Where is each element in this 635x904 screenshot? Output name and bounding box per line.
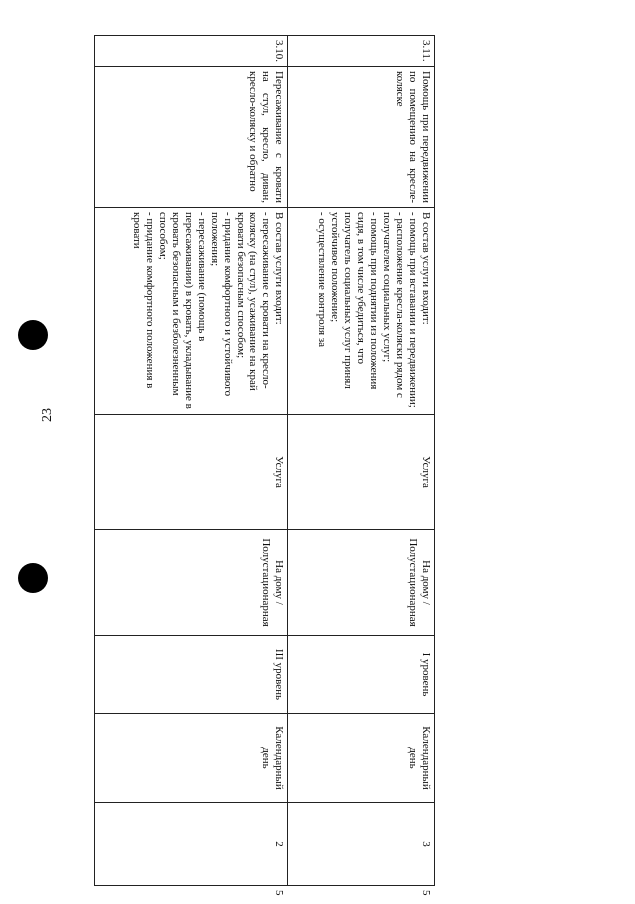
- service-description: [95, 208, 288, 415]
- description-line: - придание комфортного и устойчивого положения;: [208, 212, 234, 397]
- service-type: Услуга: [95, 415, 288, 530]
- service-unit: Календарный день: [288, 714, 435, 803]
- description-line: - помощь при вставании и передвижении;: [407, 212, 420, 408]
- description-line: - придание комфортного положения в кровати: [130, 212, 156, 389]
- service-description: [288, 208, 435, 415]
- description-line: - помощь при поднятии из положения сидя, в том числе убедиться, что получатель социальных услуг принял устойчивое положение;: [329, 212, 381, 390]
- description-line: - пересаживание с кровати на кресло-коляску (на стул), усаживание на край кровати безопасным способом;: [234, 212, 273, 391]
- rotated-table-wrapper: [94, 35, 435, 896]
- service-level: I уровень: [288, 636, 435, 714]
- row-number: 3.11.: [288, 36, 435, 67]
- description-line: - расположение кресла-коляски рядом с получателем социальных услуг;: [381, 212, 407, 398]
- services-table: [94, 35, 435, 896]
- service-type: Услуга: [288, 415, 435, 530]
- description-line: В состав услуги входит:: [420, 212, 432, 325]
- page-number: 23: [40, 408, 55, 422]
- service-name: Помощь при передвижении по помещению на кресле-коляске: [288, 67, 435, 208]
- service-unit: Календарный день: [95, 714, 288, 803]
- service-col7: 2: [95, 803, 288, 886]
- punch-hole-top: [18, 320, 48, 350]
- service-form: На дому / Полустационарная: [95, 530, 288, 636]
- service-form: На дому / Полустационарная: [288, 530, 435, 636]
- service-level: III уровень: [95, 636, 288, 714]
- service-col7: 3: [288, 803, 435, 886]
- table-row: 3.11. Помощь при передвижении по помещению на кресле-коляске В состав услуги входит: - помощь при вставании и передвижении; - расположение кресла-коляски рядом с получателем социальных услуг; - помощь при поднятии из положения сидя, в том числе убедиться, что получатель социальных услуг принял устойчивое положение; - осуществление контроля за Услуга На дому / Полустационарная I уровень Календарный день 3 5: [288, 36, 435, 886]
- punch-hole-bottom: [18, 563, 48, 593]
- service-name: Пересаживание с кровати на стул, кресло, диван, кресло-коляску и обратно: [95, 67, 288, 208]
- row-number: 3.10.: [95, 36, 288, 67]
- table-row: 3.10. Пересаживание с кровати на стул, кресло, диван, кресло-коляску и обратно В состав услуги входит: - пересаживание с кровати на кресло-коляску (на стул), усаживание на край кровати безопасным способом; - придание комфортного и устойчивого положения; - пересаживание (помощь в пересаживании) в кровать, укладывание в кровать безопасным и безболезненным способом; - придание комфортного положения в кровати Услуга На дому / Полустационарная III уровень Календарный день 2 5: [95, 36, 288, 886]
- description-line: В состав услуги входит:: [273, 212, 286, 325]
- description-line: - пересаживание (помощь в пересаживании) в кровать, укладывание в кровать безопасным и безболезненным способом;: [156, 212, 208, 409]
- description-line: - осуществление контроля за: [316, 212, 329, 348]
